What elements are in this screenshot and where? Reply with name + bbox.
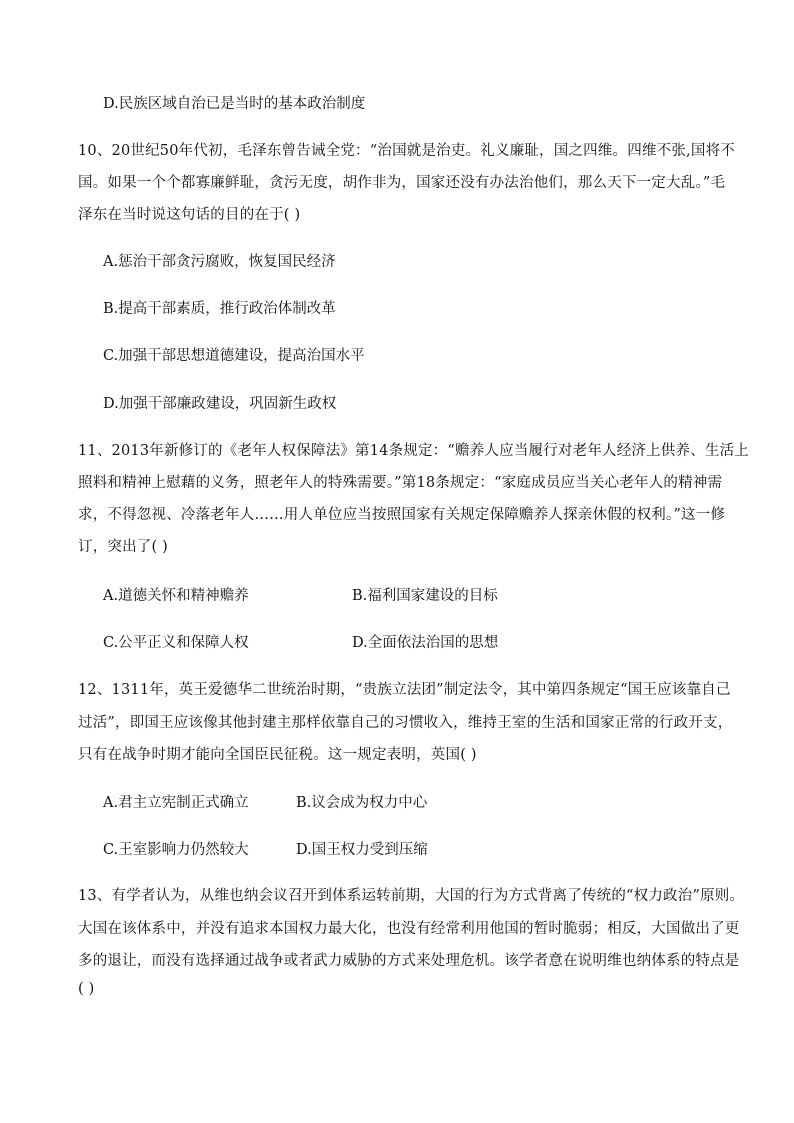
q10-option-a: A.惩治干部贪污腐败，恢复国民经济: [103, 254, 336, 270]
q11-stem-line-3: 求，不得忽视、冷落老年人……用人单位应当按照国家有关规定保障赡养人探亲休假的权利。”这一修: [78, 507, 726, 523]
q12-option-d: D.国王权力受到压缩: [296, 842, 428, 858]
q10-option-c: C.加强干部思想道德建设，提高治国水平: [103, 348, 365, 364]
q12-stem-line-2: 过活”，即国王应该像其他封建主那样依靠自己的习惯收入，维持王室的生活和国家正常的行政开支，: [78, 715, 733, 731]
q13-stem-line-2: 大国在该体系中，并没有追求本国权力最大化，也没有经常利用他国的暂时脆弱；相反，大国做出了更: [78, 921, 740, 937]
q10-option-b: B.提高干部素质，推行政治体制改革: [103, 301, 336, 317]
q13-stem-line-4: ( ): [78, 981, 95, 997]
q10-option-d: D.加强干部廉政建设，巩固新生政权: [103, 396, 337, 412]
q12-stem-line-1: 12、1311年，英王爱德华二世统治时期，“贵族立法团”制定法令，其中第四条规定“国王应该靠自己: [78, 682, 731, 698]
q11-option-a: A.道德关怀和精神赡养: [103, 588, 249, 604]
q10-stem-line-2: 国。如果一个个都寡廉鲜耻，贪污无度，胡作非为，国家还没有办法治他们，那么天下一定大乱。”毛: [78, 175, 726, 191]
q12-option-b: B.议会成为权力中心: [296, 795, 428, 811]
q13-stem-line-3: 多的退让，而没有选择通过战争或者武力威胁的方式来处理危机。该学者意在说明维也纳体系的特点是: [78, 953, 740, 969]
q12-option-a: A.君主立宪制正式确立: [103, 795, 249, 811]
q13-stem-line-1: 13、有学者认为，从维也纳会议召开到体系运转前期，大国的行为方式背离了传统的“权力政治”原则。: [78, 888, 745, 904]
q11-option-d: D.全面依法治国的思想: [352, 635, 499, 651]
q11-option-b: B.福利国家建设的目标: [352, 588, 498, 604]
q11-option-c: C.公平正义和保障人权: [103, 635, 249, 651]
q12-stem-line-3: 只有在战争时期才能向全国臣民征税。这一规定表明，英国( ): [78, 747, 477, 763]
q12-option-c: C.王室影响力仍然较大: [103, 842, 249, 858]
q11-stem-line-1: 11、2013年新修订的《老年人权保障法》第14条规定：“赡养人应当履行对老年人经济上供养、生活上: [78, 443, 750, 459]
q10-stem-line-3: 泽东在当时说这句话的目的在于( ): [78, 207, 301, 223]
q10-stem-line-1: 10、20世纪50年代初，毛泽东曾告诫全党：“治国就是治吏。礼义廉耻，国之四维。四维不张,国将不: [78, 143, 735, 159]
q11-stem-line-2: 照料和精神上慰藉的义务，照老年人的特殊需要。”第18条规定：“家庭成员应当关心老年人的精神需: [78, 475, 723, 491]
q11-stem-line-4: 订，突出了( ): [78, 539, 169, 555]
q9-option-d: D.民族区域自治已是当时的基本政治制度: [103, 96, 366, 112]
